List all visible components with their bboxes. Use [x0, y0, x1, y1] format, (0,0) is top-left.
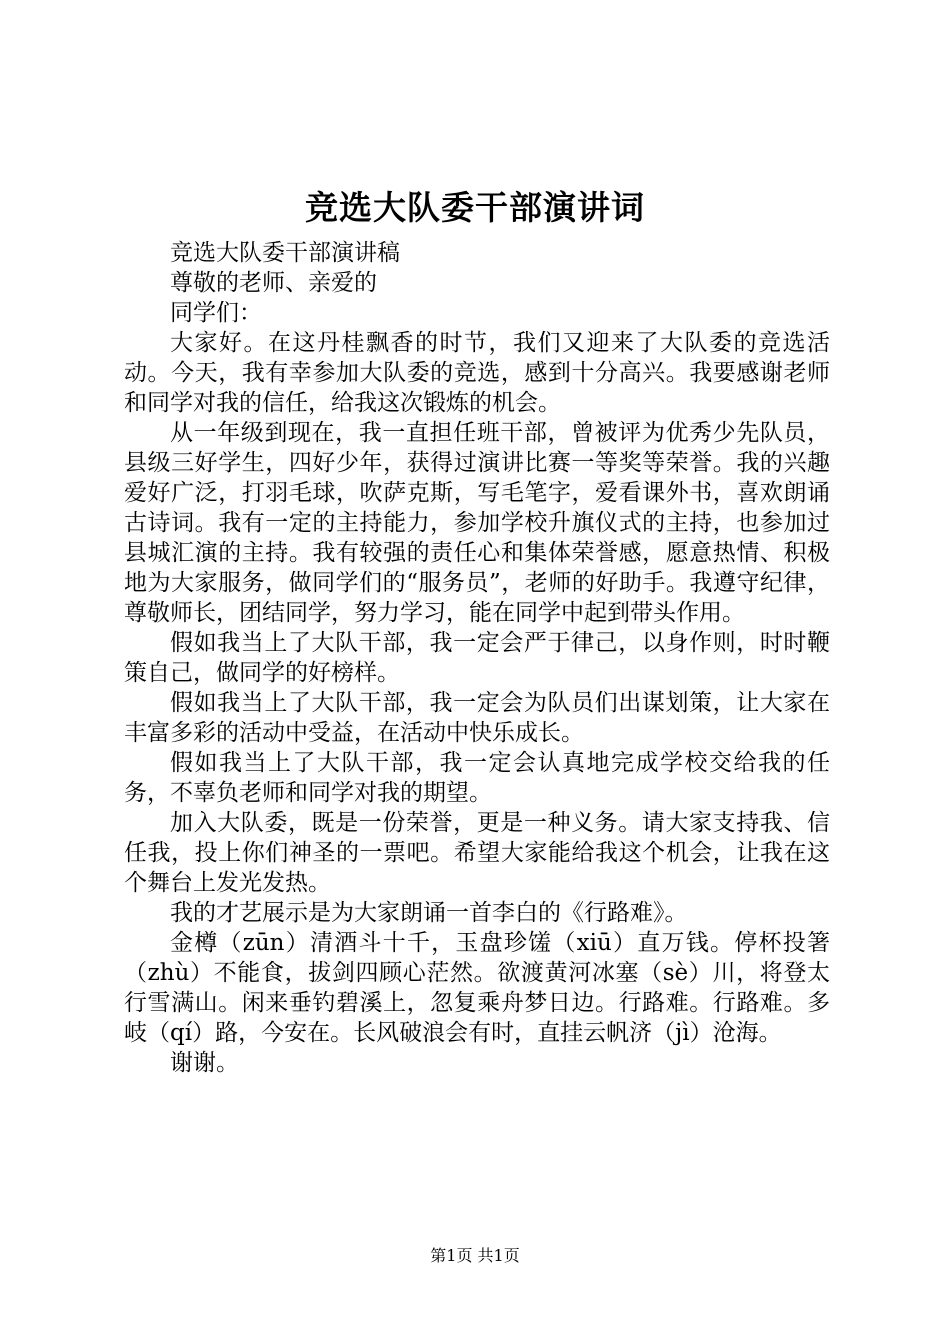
paragraph-thanks: 谢谢。 — [170, 1050, 239, 1076]
paragraph-talent-intro: 我的才艺展示是为大家朗诵一首李白的《行路难》。 — [170, 900, 688, 926]
paragraph-background: 从一年级到现在，我一直担任班干部，曾被评为优秀少先队员，县级三好学生，四好少年，获得过演讲比赛一等奖等荣誉。我的兴趣爱好广泛，打羽毛球，吹萨克斯，写毛笔字，爱看课外书，喜欢朗诵古诗词。我有一定的主持能力，参加学校升旗仪式的主持，也参加过县城汇演的主持。我有较强的责任心和集体荣誉感，愿意热情、积极地为大家服务，做同学们的“服务员”，老师的好助手。我遵守纪律，尊敬师长，团结同学，努力学习，能在同学中起到带头作用。 — [124, 420, 830, 626]
paragraph-heading-line: 竞选大队委干部演讲稿 — [170, 240, 400, 266]
paragraph-appeal: 加入大队委，既是一份荣誉，更是一种义务。请大家支持我、信任我，投上你们神圣的一票吧。希望大家能给我这个机会，让我在这个舞台上发光发热。 — [124, 810, 830, 896]
paragraph-promise-2: 假如我当上了大队干部，我一定会为队员们出谋划策，让大家在丰富多彩的活动中受益，在活动中快乐成长。 — [124, 690, 830, 746]
paragraph-poem: 金樽（zūn）清酒斗十千，玉盘珍馐（xiū）直万钱。停杯投箸（zhù）不能食，拔剑四顾心茫然。欲渡黄河冰塞（sè）川，将登太行雪满山。闲来垂钓碧溪上，忽复乘舟梦日边。行路难。行路难。多岐（qí）路，今安在。长风破浪会有时，直挂云帆济（jì）沧海。 — [124, 930, 830, 1046]
paragraph-greeting: 大家好。在这丹桂飘香的时节，我们又迎来了大队委的竞选活动。今天，我有幸参加大队委的竞选，感到十分高兴。我要感谢老师和同学对我的信任，给我这次锻炼的机会。 — [124, 330, 830, 416]
paragraph-salutation: 尊敬的老师、亲爱的 — [170, 270, 377, 296]
document-body — [124, 238, 830, 1078]
document-title: 竞选大队委干部演讲词 — [305, 188, 645, 227]
paragraph-promise-3: 假如我当上了大队干部，我一定会认真地完成学校交给我的任务，不辜负老师和同学对我的期望。 — [124, 750, 830, 806]
paragraph-salutation-cont: 同学们： — [170, 300, 262, 326]
paragraph-promise-1: 假如我当上了大队干部，我一定会严于律己，以身作则，时时鞭策自己，做同学的好榜样。 — [124, 630, 830, 686]
page-footer: 第1页 共1页 — [430, 1246, 520, 1265]
